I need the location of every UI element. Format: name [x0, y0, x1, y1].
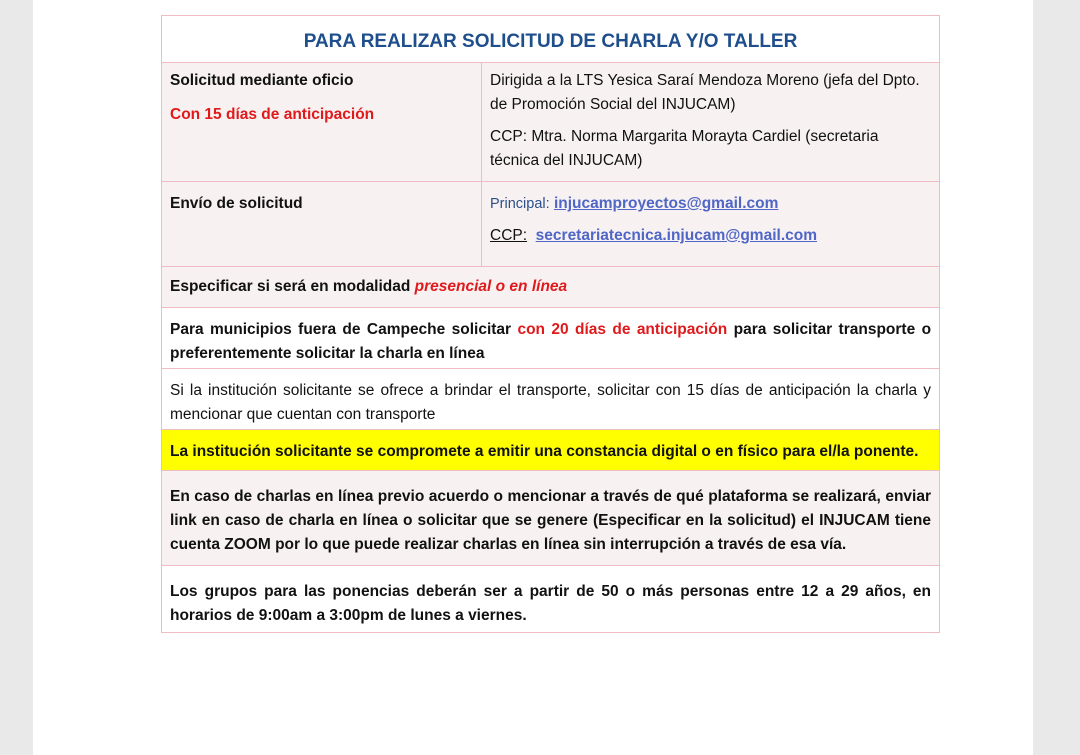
title-row: [162, 16, 940, 63]
emails-cell: [482, 182, 940, 267]
addressee-text: Dirigida a la LTS Yesica Saraí Mendoza Moreno (jefa del Dpto. de Promoción Social del INJUCAM): [490, 72, 920, 113]
outside-municipalities-text-end: para solicitar transporte o preferentemente solicitar la charla en línea: [170, 321, 932, 362]
outside-municipalities-text: Para municipios fuera de Campeche solicitar: [170, 321, 518, 338]
online-talks-cell: [162, 471, 940, 566]
certificate-cell: [162, 430, 940, 471]
ccp-addressee-text: CCP: Mtra. Norma Margarita Morayta Cardiel (secretaria técnica del INJUCAM): [490, 128, 879, 169]
request-method-heading: Solicitud mediante oficio: [170, 72, 354, 89]
principal-label: Principal:: [490, 196, 550, 212]
send-request-row: [162, 182, 940, 267]
transport-cell: [162, 369, 940, 430]
online-talks-row: [162, 471, 940, 566]
transport-row: [162, 369, 940, 430]
groups-cell: [162, 566, 940, 633]
modality-text: Especificar si será en modalidad: [170, 278, 415, 295]
modality-cell: [162, 267, 940, 308]
request-requirements-table: [161, 15, 940, 633]
principal-email-line: [490, 192, 931, 216]
transport-text: Si la institución solicitante se ofrece a brindar el transporte, solicitar con 15 días de anticipación la charla y mencionar que cuentan con transporte: [170, 382, 932, 423]
modality-highlight: presencial o en línea: [414, 278, 568, 295]
certificate-row: [162, 430, 940, 471]
outside-municipalities-cell: [162, 308, 940, 369]
online-talks-text: En caso de charlas en línea previo acuerdo o mencionar a través de qué plataforma se realizará, enviar link en caso de charla en línea o solicitar que se genere (Especificar en la solicitud) el INJUCAM tiene cuenta ZOOM por lo que puede realizar charlas en línea sin interrupción a través de esa vía.: [170, 488, 932, 553]
outside-municipalities-row: [162, 308, 940, 369]
groups-row: [162, 566, 940, 633]
anticipation-note: Con 15 días de anticipación: [170, 106, 375, 123]
twenty-days-highlight: con 20 días de anticipación: [517, 321, 728, 338]
ccp-email-link[interactable]: secretariatecnica.injucam@gmail.com: [535, 227, 817, 244]
ccp-email-line: [490, 224, 931, 248]
ccp-label: CCP:: [490, 227, 528, 244]
request-method-row: [162, 63, 940, 182]
certificate-text: La institución solicitante se compromete a emitir una constancia digital o en físico para el/la ponente.: [170, 443, 919, 460]
addressee-cell: [482, 63, 940, 182]
request-method-cell: [162, 63, 482, 182]
modality-row: [162, 267, 940, 308]
principal-email-link[interactable]: injucamproyectos@gmail.com: [553, 195, 779, 212]
groups-text: Los grupos para las ponencias deberán ser a partir de 50 o más personas entre 12 a 29 años, en horarios de 9:00am a 3:00pm de lunes a viernes.: [170, 583, 932, 624]
table-title: PARA REALIZAR SOLICITUD DE CHARLA Y/O TALLER: [162, 16, 940, 63]
send-request-cell: [162, 182, 482, 267]
send-request-heading: Envío de solicitud: [170, 195, 303, 212]
